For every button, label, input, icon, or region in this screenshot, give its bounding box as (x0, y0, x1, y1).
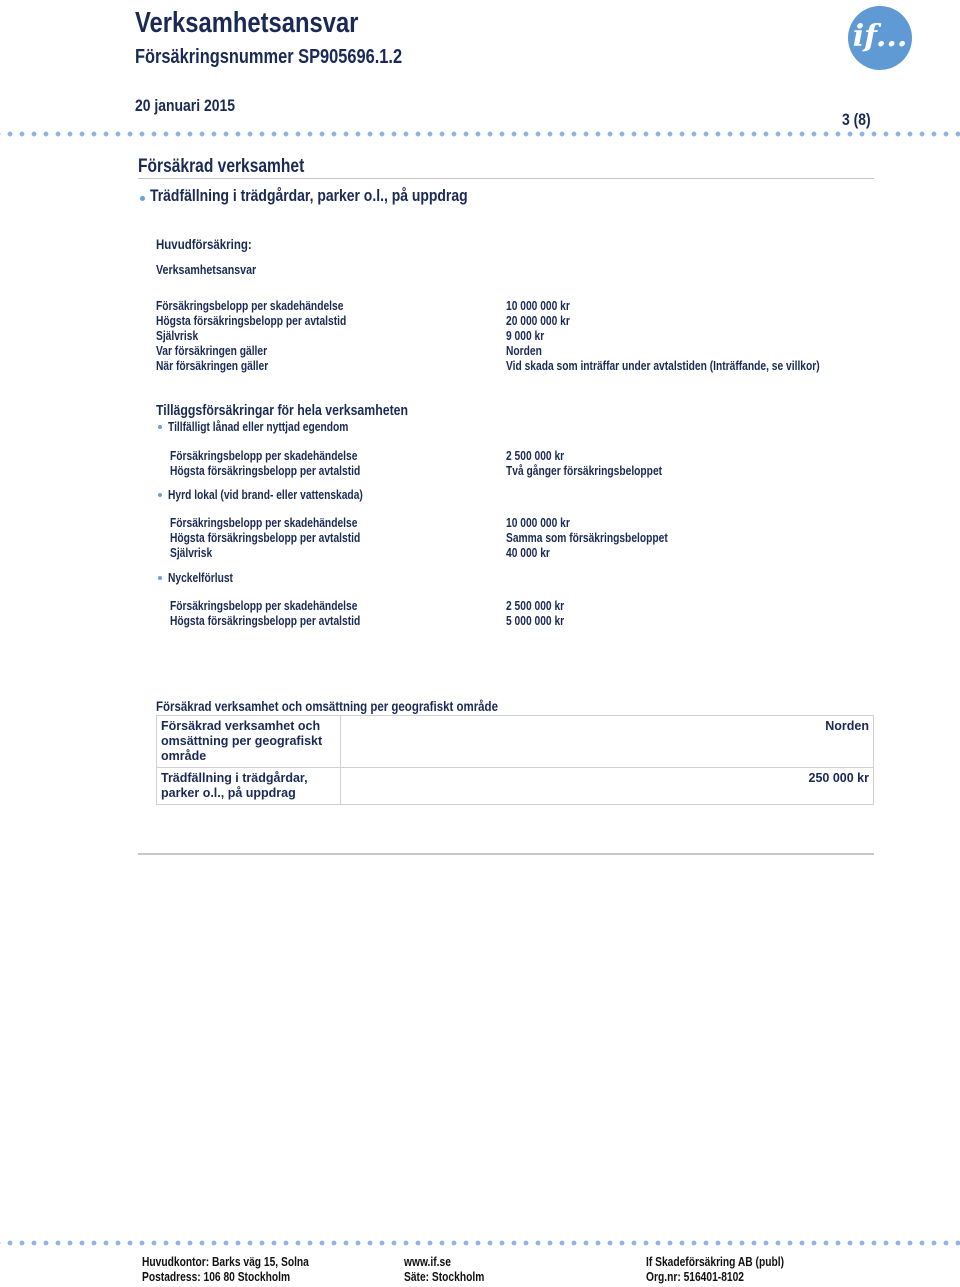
if-logo: if... (848, 6, 912, 70)
footer-seat: Säte: Stockholm (404, 1270, 485, 1284)
main-row-value: Norden (506, 344, 542, 358)
insured-activity: Trädfällning i trädgårdar, parker o.l., på uppdrag (150, 186, 468, 205)
main-insurance-heading: Huvudförsäkring: (156, 236, 252, 252)
page-number: 3 (8) (842, 110, 871, 129)
table-row (157, 768, 874, 805)
main-row-label: Självrisk (156, 329, 199, 343)
additional-row-label: Försäkringsbelopp per skadehändelse (170, 516, 358, 530)
section-rule (138, 178, 874, 179)
main-insurance-name: Verksamhetsansvar (156, 262, 257, 277)
policy-number: Försäkringsnummer SP905696.1.2 (135, 46, 403, 68)
section-title: Försäkrad verksamhet (138, 156, 305, 177)
geo-table-heading: Försäkrad verksamhet och omsättning per geografiskt område (156, 698, 498, 714)
main-row-value: 20 000 000 kr (506, 314, 570, 328)
additional-row-label: Försäkringsbelopp per skadehändelse (170, 599, 358, 613)
bullet-icon (158, 425, 162, 429)
document-title: Verksamhetsansvar (135, 7, 359, 39)
dotted-divider-bottom (0, 1240, 960, 1246)
geo-table (156, 715, 874, 805)
footer-company: If Skadeförsäkring AB (publ) (646, 1255, 785, 1269)
main-row-value: 10 000 000 kr (506, 299, 570, 313)
additional-item-name: Hyrd lokal (vid brand- eller vattenskada) (168, 488, 363, 502)
additional-row-label: Högsta försäkringsbelopp per avtalstid (170, 464, 361, 478)
main-row-label: Var försäkringen gäller (156, 344, 268, 358)
additional-row-value: 2 500 000 kr (506, 599, 565, 613)
geo-cell-label: Trädfällning i trädgårdar, parker o.l., på uppdrag (157, 768, 341, 805)
geo-cell-label: Försäkrad verksamhet och omsättning per geografiskt område (157, 716, 341, 768)
additional-row-label: Högsta försäkringsbelopp per avtalstid (170, 531, 361, 545)
main-row-label: Försäkringsbelopp per skadehändelse (156, 299, 344, 313)
additional-insurance-heading: Tilläggsförsäkringar för hela verksamheten (156, 402, 409, 419)
additional-row-value: 10 000 000 kr (506, 516, 570, 530)
footer-website-link[interactable]: www.if.se (404, 1255, 451, 1269)
main-row-value: 9 000 kr (506, 329, 545, 343)
additional-row-value: 40 000 kr (506, 546, 550, 560)
additional-row-value: 2 500 000 kr (506, 449, 565, 463)
content-end-rule (138, 853, 874, 855)
footer-org-number: Org.nr: 516401-8102 (646, 1270, 745, 1284)
additional-item-name: Nyckelförlust (168, 571, 233, 585)
document-date: 20 januari 2015 (135, 96, 235, 115)
main-row-value: Vid skada som inträffar under avtalstiden (Inträffande, se villkor) (506, 359, 820, 373)
additional-row-label: Självrisk (170, 546, 213, 560)
geo-cell-value: Norden (341, 716, 874, 768)
footer-postal-address: Postadress: 106 80 Stockholm (142, 1270, 291, 1284)
main-row-label: Högsta försäkringsbelopp per avtalstid (156, 314, 347, 328)
footer-address: Huvudkontor: Barks väg 15, Solna (142, 1255, 309, 1269)
main-row-label: När försäkringen gäller (156, 359, 269, 373)
table-row (157, 716, 874, 768)
additional-row-value: Två gånger försäkringsbeloppet (506, 464, 663, 478)
bullet-icon (158, 493, 162, 497)
bullet-icon (140, 196, 145, 201)
geo-cell-value: 250 000 kr (341, 768, 874, 805)
bullet-icon (158, 576, 162, 580)
dotted-divider-top (0, 131, 960, 137)
additional-item-name: Tillfälligt lånad eller nyttjad egendom (168, 420, 349, 434)
additional-row-label: Högsta försäkringsbelopp per avtalstid (170, 614, 361, 628)
additional-row-value: 5 000 000 kr (506, 614, 565, 628)
additional-row-value: Samma som försäkringsbeloppet (506, 531, 668, 545)
additional-row-label: Försäkringsbelopp per skadehändelse (170, 449, 358, 463)
